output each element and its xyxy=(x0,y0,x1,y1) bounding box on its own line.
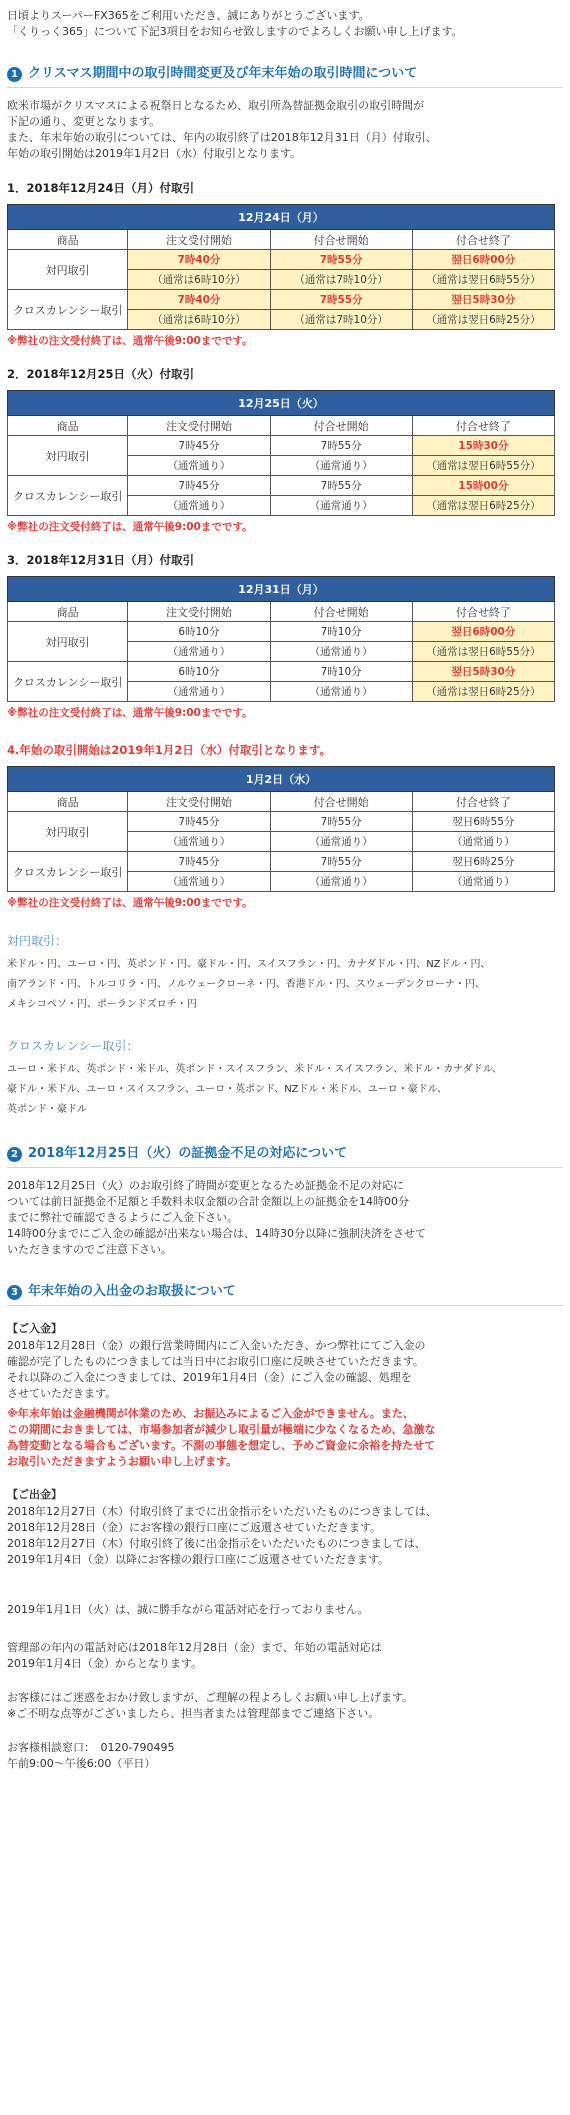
column-header: 付合せ開始 xyxy=(270,792,412,812)
table-cell: 7時55分 xyxy=(270,250,412,270)
column-header: 付合せ終了 xyxy=(412,416,554,436)
yen-pairs-list xyxy=(7,955,563,1015)
table-cell: 6時10分 xyxy=(128,662,270,682)
schedule-block xyxy=(7,552,563,720)
row-label: 対円取引 xyxy=(8,622,128,662)
column-header: 注文受付開始 xyxy=(128,792,270,812)
table-cell: （通常通り） xyxy=(128,496,270,516)
pairs-line: 米ドル・円、ユーロ・円、英ポンド・円、豪ドル・円、スイスフラン・円、カナダドル・円、NZドル・円、 xyxy=(7,959,491,970)
table-cell: （通常は6時10分） xyxy=(128,310,270,330)
table-cell: （通常は翌日6時25分） xyxy=(412,682,554,702)
table-cell: 7時55分 xyxy=(270,852,412,872)
table-cell: 翌日5時30分 xyxy=(412,662,554,682)
column-header: 商品 xyxy=(8,602,128,622)
body-line: また、年末年始の取引については、年内の取引終了は2018年12月31日（月）付取引、 xyxy=(7,131,437,144)
order-deadline-note: ※弊社の注文受付終了は、通常午後9:00までです。 xyxy=(7,707,253,719)
table-cell: （通常通り） xyxy=(270,682,412,702)
section-2-title xyxy=(7,1138,563,1168)
column-header: 付合せ終了 xyxy=(412,602,554,622)
table-cell: 15時00分 xyxy=(412,476,554,496)
table-cell: 7時45分 xyxy=(128,812,270,832)
column-header: 商品 xyxy=(8,230,128,250)
column-header: 注文受付開始 xyxy=(128,416,270,436)
pairs-line: 英ポンド・豪ドル xyxy=(7,1104,87,1115)
table-cell: 翌日5時30分 xyxy=(412,290,554,310)
pairs-line: メキシコペソ・円、ポーランドズロチ・円 xyxy=(7,999,197,1010)
pairs-line: 南アランド・円、トルコリラ・円、ノルウェークローネ・円、香港ドル・円、スウェーデンクローナ・円、 xyxy=(7,979,485,990)
admin-line: 2019年1月4日（金）からとなります。 xyxy=(7,1657,203,1670)
body-line: 2019年1月4日（金）以降にお客様の銀行口座にご返還させていただきます。 xyxy=(7,1553,390,1566)
section-number-badge: 3 xyxy=(7,1285,22,1300)
table-cell: （通常通り） xyxy=(128,682,270,702)
yen-pairs-title: 対円取引： xyxy=(7,934,68,948)
row-label: クロスカレンシー取引 xyxy=(8,476,128,516)
section-title-text: クリスマス期間中の取引時間変更及び年末年始の取引時間について xyxy=(28,66,418,81)
table-cell: （通常通り） xyxy=(128,642,270,662)
table-cell: （通常は翌日6時55分） xyxy=(412,270,554,290)
deposit-body xyxy=(7,1338,563,1402)
table-cell: 7時45分 xyxy=(128,476,270,496)
table-cell: （通常は翌日6時55分） xyxy=(412,642,554,662)
body-line: までに弊社で確認できるようにご入金下さい。 xyxy=(7,1211,238,1224)
table-cell: 15時30分 xyxy=(412,436,554,456)
table-cell: （通常通り） xyxy=(270,872,412,892)
table-cell: （通常通り） xyxy=(270,456,412,476)
body-line: 欧米市場がクリスマスによる祝祭日となるため、取引所為替証拠金取引の取引時間が xyxy=(7,99,425,112)
order-deadline-note: ※弊社の注文受付終了は、通常午後9:00までです。 xyxy=(7,521,253,533)
section-number-badge: 2 xyxy=(7,1147,22,1162)
table-cell: （通常通り） xyxy=(270,496,412,516)
schedule-table xyxy=(7,204,555,330)
pairs-line: ユーロ・米ドル、英ポンド・米ドル、英ポンド・スイスフラン、米ドル・スイスフラン、米ドル・カナダドル、 xyxy=(7,1064,502,1075)
year-end-warning xyxy=(7,1406,563,1470)
table-cell: 7時55分 xyxy=(270,290,412,310)
table-cell: 翌日6時25分 xyxy=(412,852,554,872)
column-header: 商品 xyxy=(8,416,128,436)
table-cell: 7時55分 xyxy=(270,812,412,832)
table-cell: （通常は翌日6時25分） xyxy=(412,496,554,516)
table-cell: 7時40分 xyxy=(128,250,270,270)
order-deadline-note: ※弊社の注文受付終了は、通常午後9:00までです。 xyxy=(7,335,253,347)
apology-line: ※ご不明な点等がございましたら、担当者または管理部までご連絡下さい。 xyxy=(7,1707,380,1720)
schedule-table xyxy=(7,576,555,702)
row-label: 対円取引 xyxy=(8,812,128,852)
table-cell: 7時45分 xyxy=(128,436,270,456)
warning-line: この期間におきましては、市場参加者が減少し取引量が極端に少なくなるため、急激な xyxy=(7,1423,436,1436)
row-label: クロスカレンシー取引 xyxy=(8,662,128,702)
section-title-text: 年末年始の入出金のお取扱について xyxy=(28,1284,236,1299)
intro-line: 「くりっく365」について下記3項目をお知らせ致しますのでよろしくお願い申し上げます。 xyxy=(7,25,463,38)
schedule-table xyxy=(7,390,555,516)
table-cell: 7時10分 xyxy=(270,662,412,682)
table-cell: 7時55分 xyxy=(270,436,412,456)
schedule-heading: 3．2018年12月31日（月）付取引 xyxy=(7,553,195,567)
table-cell: （通常通り） xyxy=(270,832,412,852)
body-line: 年始の取引開始は2019年1月2日（水）付取引となります。 xyxy=(7,147,302,160)
table-cell: 6時10分 xyxy=(128,622,270,642)
table-caption: 12月24日（月） xyxy=(8,205,555,230)
schedule-heading: 1．2018年12月24日（月）付取引 xyxy=(7,181,195,195)
table-cell: （通常通り） xyxy=(270,642,412,662)
table-cell: 翌日6時55分 xyxy=(412,812,554,832)
section-1-title xyxy=(7,58,563,88)
schedule-tables xyxy=(7,180,563,910)
warning-line: お取引いただきますようお願い申し上げます。 xyxy=(7,1455,238,1468)
row-label: クロスカレンシー取引 xyxy=(8,852,128,892)
table-cell: （通常通り） xyxy=(412,872,554,892)
column-header: 付合せ開始 xyxy=(270,416,412,436)
body-line: 2018年12月28日（金）にお客様の銀行口座にご返還させていただきます。 xyxy=(7,1521,382,1534)
table-cell: 翌日6時00分 xyxy=(412,622,554,642)
body-line: 2018年12月27日（木）付取引終了後に出金指示をいただいたものにつきましては、 xyxy=(7,1537,426,1550)
pairs-line: 豪ドル・米ドル、ユーロ・スイスフラン、ユーロ・英ポンド、NZドル・米ドル、ユーロ・豪ドル、 xyxy=(7,1084,447,1095)
table-cell: （通常は翌日6時25分） xyxy=(412,310,554,330)
row-label: クロスカレンシー取引 xyxy=(8,290,128,330)
table-cell: （通常は6時10分） xyxy=(128,270,270,290)
order-deadline-note: ※弊社の注文受付終了は、通常午後9:00までです。 xyxy=(7,897,253,909)
intro-line: 日頃よりスーパーFX365をご利用いただき、誠にありがとうございます。 xyxy=(7,9,370,22)
table-caption: 12月25日（火） xyxy=(8,391,555,416)
column-header: 付合せ終了 xyxy=(412,792,554,812)
column-header: 付合せ開始 xyxy=(270,602,412,622)
row-label: 対円取引 xyxy=(8,436,128,476)
table-cell: （通常通り） xyxy=(128,832,270,852)
body-line: 2018年12月27日（木）付取引終了までに出金指示をいただいたものにつきましては、 xyxy=(7,1505,437,1518)
column-header: 付合せ開始 xyxy=(270,230,412,250)
column-header: 注文受付開始 xyxy=(128,230,270,250)
cross-pairs-title: クロスカレンシー取引： xyxy=(7,1039,139,1053)
section-3-title xyxy=(7,1276,563,1306)
table-cell: 7時55分 xyxy=(270,476,412,496)
table-cell: 7時10分 xyxy=(270,622,412,642)
admin-line: 管理部の年内の電話対応は2018年12月28日（金）まで、年始の電話対応は xyxy=(7,1641,382,1654)
cross-pairs-list xyxy=(7,1060,563,1120)
table-cell: （通常は7時10分） xyxy=(270,310,412,330)
phone-note: 2019年1月1日（火）は、誠に勝手ながら電話対応を行っておりません。 xyxy=(7,1603,369,1616)
column-header: 注文受付開始 xyxy=(128,602,270,622)
table-cell: （通常通り） xyxy=(128,456,270,476)
body-line: 2018年12月25日（火）のお取引終了時間が変更となるため証拠金不足の対応に xyxy=(7,1179,404,1192)
apology-line: お客様にはご迷惑をおかけ致しますが、ご理解の程よろしくお願い申し上げます。 xyxy=(7,1691,414,1704)
table-cell: （通常は翌日6時55分） xyxy=(412,456,554,476)
table-cell: （通常通り） xyxy=(412,832,554,852)
table-caption: 12月31日（月） xyxy=(8,577,555,602)
body-line: 14時00分までにご入金の確認が出来ない場合は、14時30分以降に強制決済をさせて xyxy=(7,1227,426,1240)
section-number-badge: 1 xyxy=(7,67,22,82)
body-line: いただきますのでご注意下さい。 xyxy=(7,1243,172,1256)
schedule-heading: 4.年始の取引開始は2019年1月2日（水）付取引となります。 xyxy=(7,743,331,757)
schedule-block xyxy=(7,742,563,910)
table-cell: 7時40分 xyxy=(128,290,270,310)
column-header: 付合せ終了 xyxy=(412,230,554,250)
body-line: それ以降のご入金につきましては、2019年1月4日（金）にご入金の確認、処理を xyxy=(7,1371,412,1384)
withdraw-label: 【ご出金】 xyxy=(7,1488,62,1501)
table-caption: 1月2日（水） xyxy=(8,767,555,792)
table-cell: 7時45分 xyxy=(128,852,270,872)
body-line: ついては前日証拠金不足額と手数料未収金額の合計金額以上の証拠金を14時00分 xyxy=(7,1195,409,1208)
body-line: 下記の通り、変更となります。 xyxy=(7,115,161,128)
table-cell: （通常通り） xyxy=(128,872,270,892)
deposit-label: 【ご入金】 xyxy=(7,1322,62,1335)
body-line: 2018年12月28日（金）の銀行営業時間内にご入金いただき、かつ弊社にてご入金の xyxy=(7,1339,426,1352)
schedule-heading: 2．2018年12月25日（火）付取引 xyxy=(7,367,195,381)
table-cell: （通常は7時10分） xyxy=(270,270,412,290)
contact-phone: お客様相談窓口： 0120-790495 xyxy=(7,1741,175,1754)
warning-line: ※年末年始は金融機関が休業のため、お振込みによるご入金ができません。また、 xyxy=(7,1407,414,1420)
row-label: 対円取引 xyxy=(8,250,128,290)
contact-hours: 午前9:00～午後6:00（平日） xyxy=(7,1757,156,1770)
warning-line: 為替変動となる場合もございます。不測の事態を想定し、予めご資金に余裕を持たせて xyxy=(7,1439,436,1452)
column-header: 商品 xyxy=(8,792,128,812)
intro xyxy=(7,8,563,40)
section-2-body xyxy=(7,1178,563,1258)
section-title-text: 2018年12月25日（火）の証拠金不足の対応について xyxy=(28,1146,348,1161)
withdraw-body xyxy=(7,1504,563,1568)
body-line: させていただきます。 xyxy=(7,1387,117,1400)
schedule-block xyxy=(7,366,563,534)
schedule-block xyxy=(7,180,563,348)
section-1-body xyxy=(7,98,563,162)
table-cell: 翌日6時00分 xyxy=(412,250,554,270)
body-line: 確認が完了したものにつきましては当日中にお取引口座に反映させていただきます。 xyxy=(7,1355,424,1368)
schedule-table xyxy=(7,766,555,892)
